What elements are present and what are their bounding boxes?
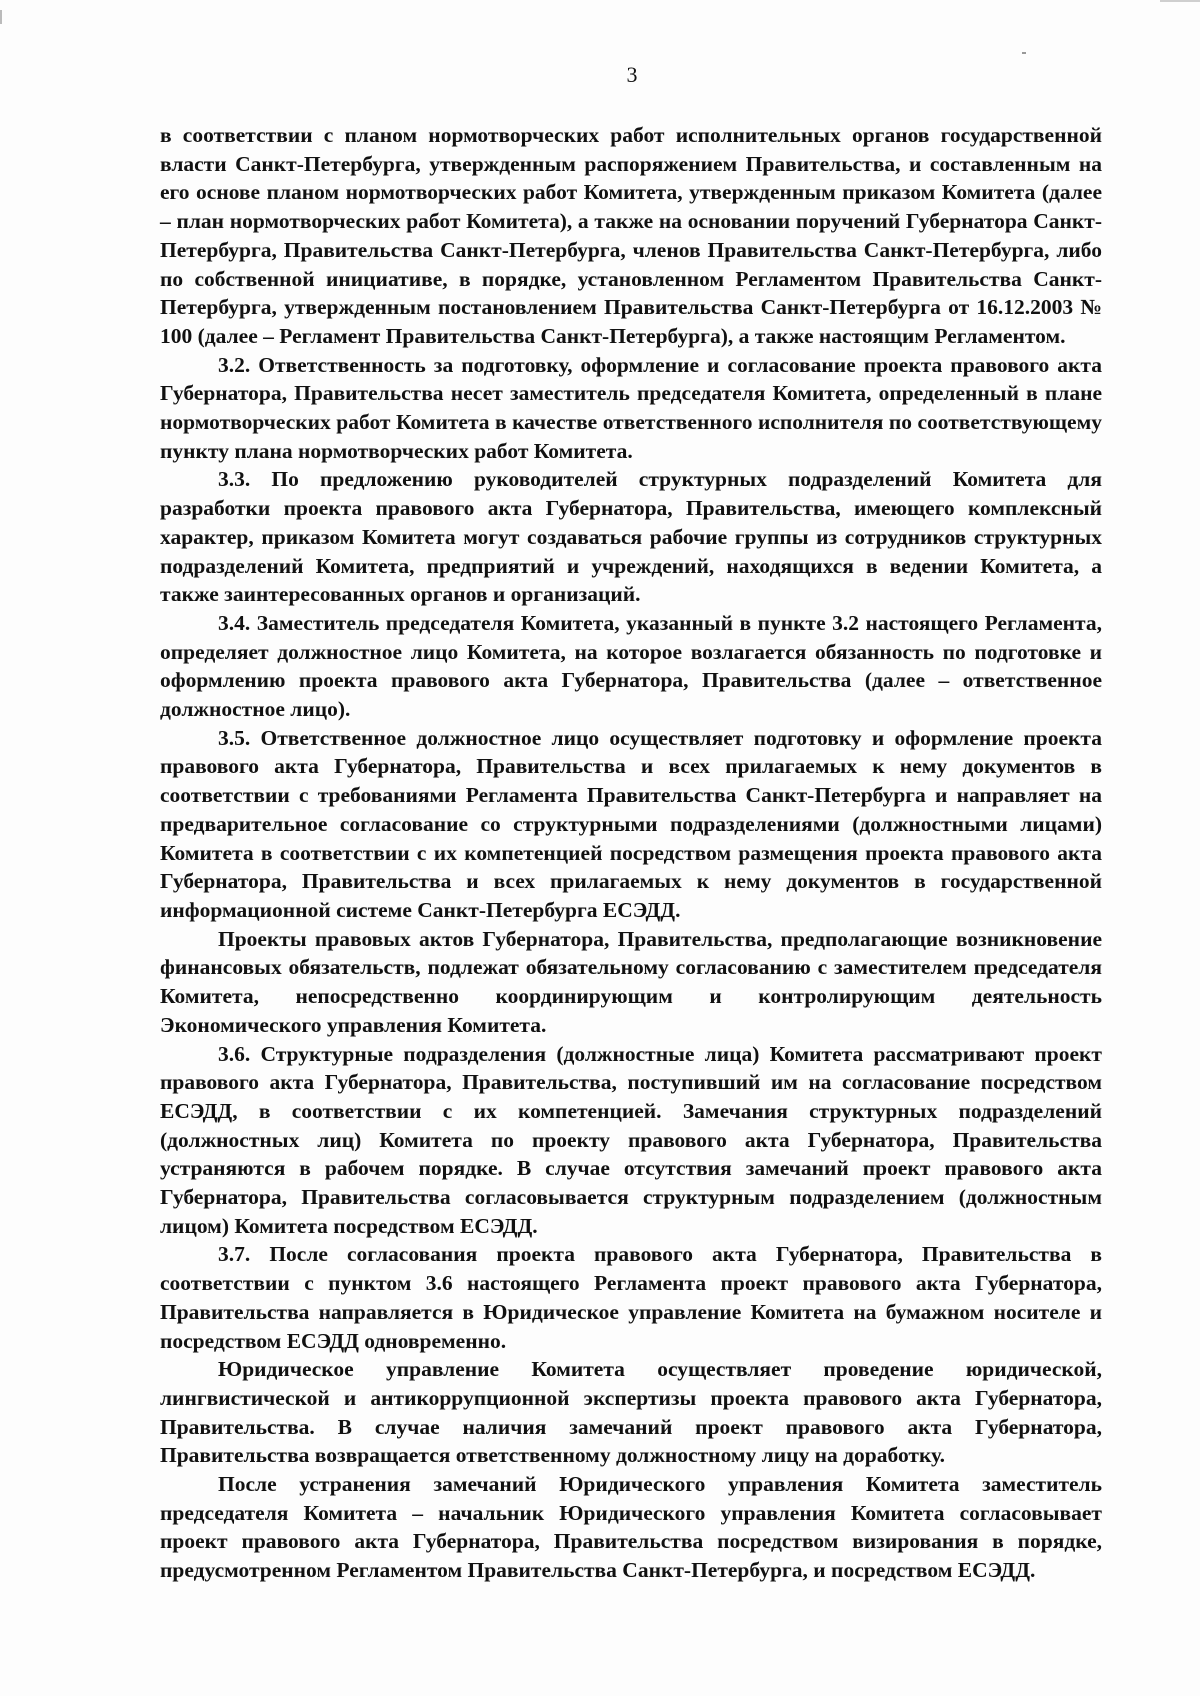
page-number: 3: [626, 62, 638, 87]
paragraph-continuation: в соответствии с планом нормотворческих работ исполнительных органов государственной власти Санкт-Петербурга, утвержденным распоряжением Правительства, и составленным на его основе планом нормотворческих работ Комитета, утвержденным приказом Комитета (далее – план нормотворческих работ Комитета), а также на основании поручений Губернатора Санкт-Петербурга, Правительства Санкт-Петербурга, членов Правительства Санкт-Петербурга, либо по собственной инициативе, в порядке, установленном Регламентом Правительства Санкт-Петербурга, утвержденным постановлением Правительства Санкт-Петербурга от 16.12.2003 № 100 (далее – Регламент Правительства Санкт-Петербурга), а также настоящим Регламентом.: [160, 123, 1102, 348]
paragraph-financial-obligations: Проекты правовых актов Губернатора, Правительства, предполагающие возникновение финансовых обязательств, подлежат обязательному согласованию с заместителем председателя Комитета, непосредственно координирующим и контролирующим деятельность Экономического управления Комитета.: [160, 926, 1102, 1037]
paragraph-legal-expertise: Юридическое управление Комитета осуществляет проведение юридической, лингвистической и антикоррупционной экспертизы проекта правового акта Губернатора, Правительства. В случае наличия замечаний проект правового акта Губернатора, Правительства возвращается ответственному должностному лицу на доработку.: [160, 1357, 1102, 1468]
paragraph-3-2: 3.2. Ответственность за подготовку, оформление и согласование проекта правового акта Губернатора, Правительства несет заместитель председателя Комитета, определенный в плане нормотворческих работ Комитета в качестве ответственного исполнителя по соответствующему пункту плана нормотворческих работ Комитета.: [160, 352, 1102, 463]
scan-edge-mark: [0, 10, 2, 24]
document-body: [160, 121, 1102, 1585]
scan-edge-mark: [1160, 0, 1200, 2]
paragraph-3-3: 3.3. По предложению руководителей структурных подразделений Комитета для разработки проекта правового акта Губернатора, Правительства, имеющего комплексный характер, приказом Комитета могут создаваться рабочие группы из сотрудников структурных подразделений Комитета, предприятий и учреждений, находящихся в ведении Комитета, а также заинтересованных органов и организаций.: [160, 467, 1102, 607]
paragraph-3-6: 3.6. Структурные подразделения (должностные лица) Комитета рассматривают проект правового акта Губернатора, Правительства, поступивший им на согласование посредством ЕСЭДД, в соответствии с их компетенцией. Замечания структурных подразделений (должностных лиц) Комитета по проекту правового акта Губернатора, Правительства устраняются в рабочем порядке. В случае отсутствия замечаний проект правового акта Губернатора, Правительства согласовывается структурным подразделением (должностным лицом) Комитета посредством ЕСЭДД.: [160, 1041, 1102, 1238]
scan-speck: [1022, 52, 1026, 54]
paragraph-3-5: 3.5. Ответственное должностное лицо осуществляет подготовку и оформление проекта правового акта Губернатора, Правительства и всех прилагаемых к нему документов в соответствии с требованиями Регламента Правительства Санкт-Петербурга и направляет на предварительное согласование со структурными подразделениями (должностными лицами) Комитета в соответствии с их компетенцией посредством размещения проекта правового акта Губернатора, Правительства и всех прилагаемых к нему документов в государственной информационной системе Санкт-Петербурга ЕСЭДД.: [160, 725, 1102, 922]
paragraph-3-7: 3.7. После согласования проекта правового акта Губернатора, Правительства в соответствии с пунктом 3.6 настоящего Регламента проект правового акта Губернатора, Правительства направляется в Юридическое управление Комитета на бумажном носителе и посредством ЕСЭДД одновременно.: [160, 1242, 1102, 1353]
paragraph-3-4: 3.4. Заместитель председателя Комитета, указанный в пункте 3.2 настоящего Регламента, определяет должностное лицо Комитета, на которое возлагается обязанность по подготовке и оформлению проекта правового акта Губернатора, Правительства (далее – ответственное должностное лицо).: [160, 610, 1102, 722]
paragraph-after-remarks: После устранения замечаний Юридического управления Комитета заместитель председателя Комитета – начальник Юридического управления Комитета согласовывает проект правового акта Губернатора, Правительства посредством визирования в порядке, предусмотренном Регламентом Правительства Санкт-Петербурга, и посредством ЕСЭДД.: [160, 1472, 1102, 1583]
